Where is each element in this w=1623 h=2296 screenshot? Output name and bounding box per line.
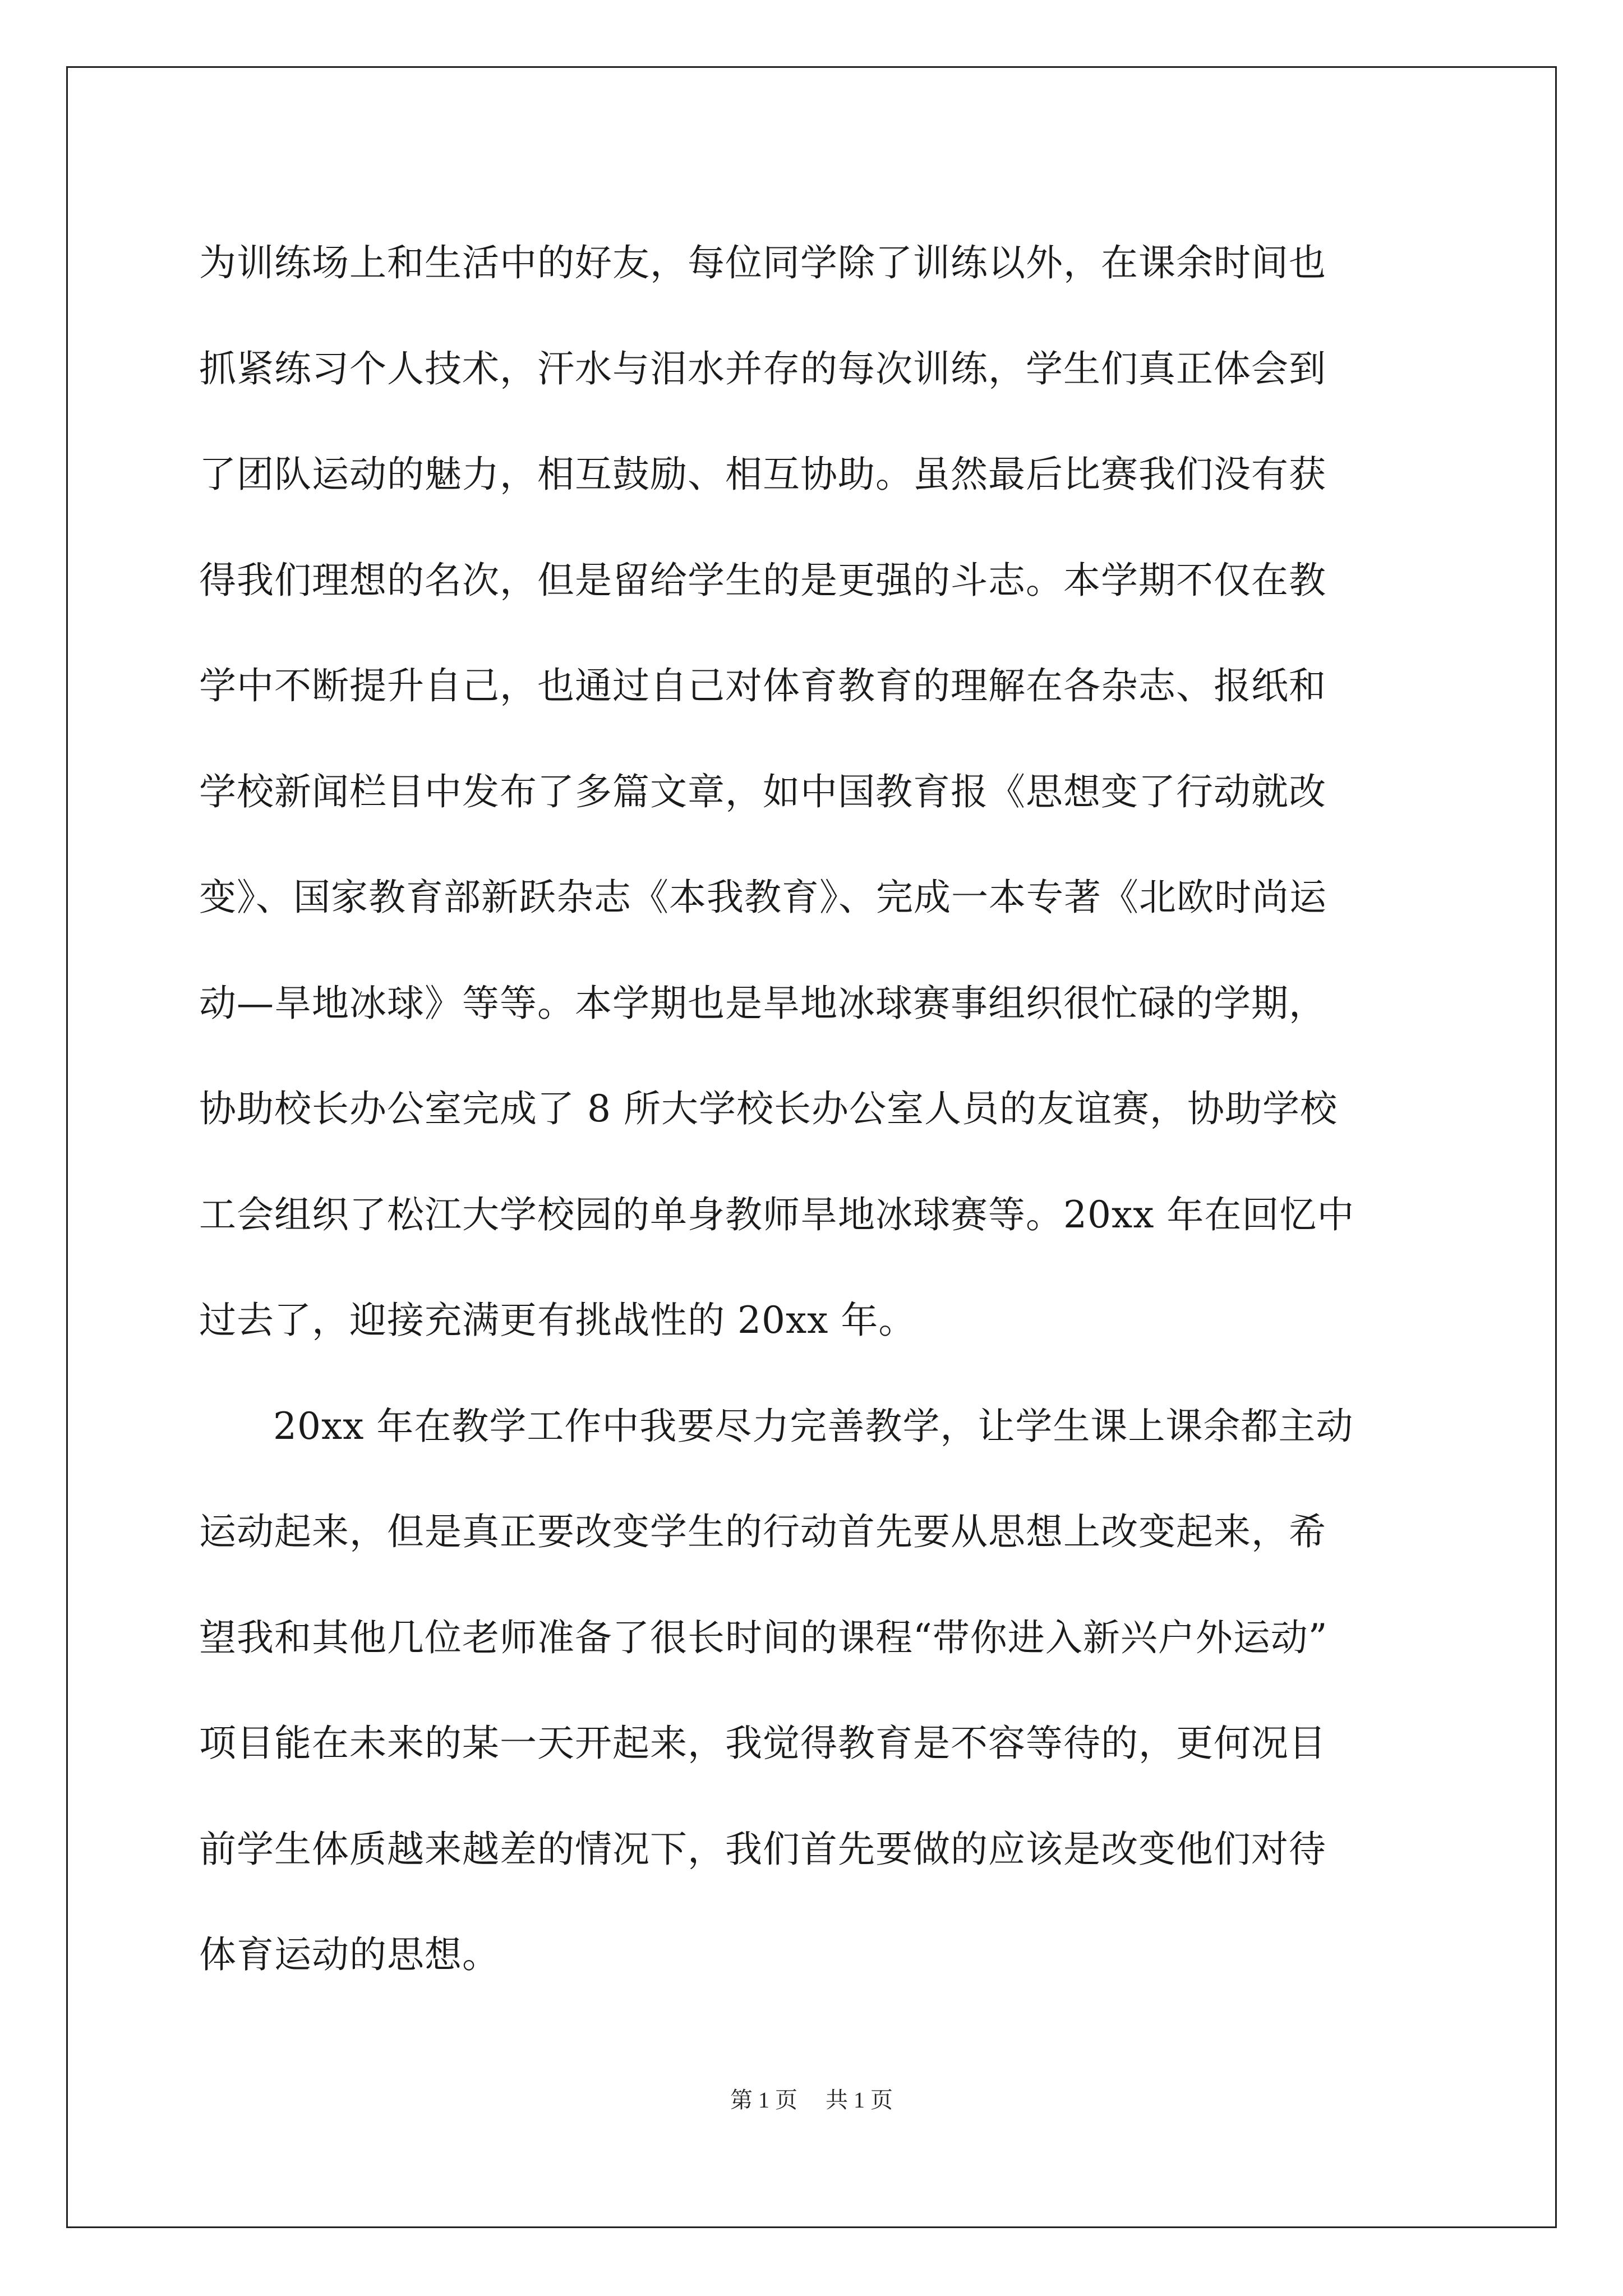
- paragraph-start-line: 20xx 年在教学工作中我要尽力完善教学，让学生课上课余都主动: [273, 1404, 1354, 1448]
- text-line: 工会组织了松江大学校园的单身教师旱地冰球赛等。20xx 年在回忆中: [199, 1193, 1355, 1236]
- text-line: 变》、国家教育部新跃杂志《本我教育》、完成一本专著《北欧时尚运: [199, 876, 1327, 919]
- page-footer: [0, 2082, 1623, 2114]
- text-line: 得我们理想的名次，但是留给学生的是更强的斗志。本学期不仅在教: [199, 558, 1326, 602]
- text-line: 学中不断提升自己，也通过自己对体育教育的理解在各杂志、报纸和: [199, 664, 1326, 707]
- text-line: 过去了，迎接充满更有挑战性的 20xx 年。: [199, 1299, 916, 1342]
- text-line: 为训练场上和生活中的好友，每位同学除了训练以外，在课余时间也: [199, 241, 1326, 284]
- text-line: 望我和其他几位老师准备了很长时间的课程“带你进入新兴户外运动”: [199, 1616, 1328, 1659]
- page-number-current: 第 1 页: [730, 2087, 797, 2113]
- text-line: 抓紧练习个人技术，汗水与泪水并存的每次训练，学生们真正体会到: [199, 347, 1326, 390]
- page-number-total: 共 1 页: [826, 2087, 893, 2113]
- text-line: 动—旱地冰球》等等。本学期也是旱地冰球赛事组织很忙碌的学期，: [199, 981, 1326, 1025]
- text-line: 前学生体质越来越差的情况下，我们首先要做的应该是改变他们对待: [199, 1827, 1326, 1871]
- text-line: 项目能在未来的某一天开起来，我觉得教育是不容等待的，更何况目: [199, 1722, 1326, 1765]
- text-line: 运动起来，但是真正要改变学生的行动首先要从思想上改变起来，希: [199, 1510, 1326, 1553]
- text-line: 体育运动的思想。: [199, 1933, 500, 1976]
- text-line: 了团队运动的魅力，相互鼓励、相互协助。虽然最后比赛我们没有获: [199, 453, 1326, 496]
- text-line: 学校新闻栏目中发布了多篇文章，如中国教育报《思想变了行动就改: [199, 770, 1326, 813]
- text-line: 协助校长办公室完成了 8 所大学校长办公室人员的友谊赛，协助学校: [199, 1087, 1338, 1130]
- document-body: [199, 210, 1433, 2008]
